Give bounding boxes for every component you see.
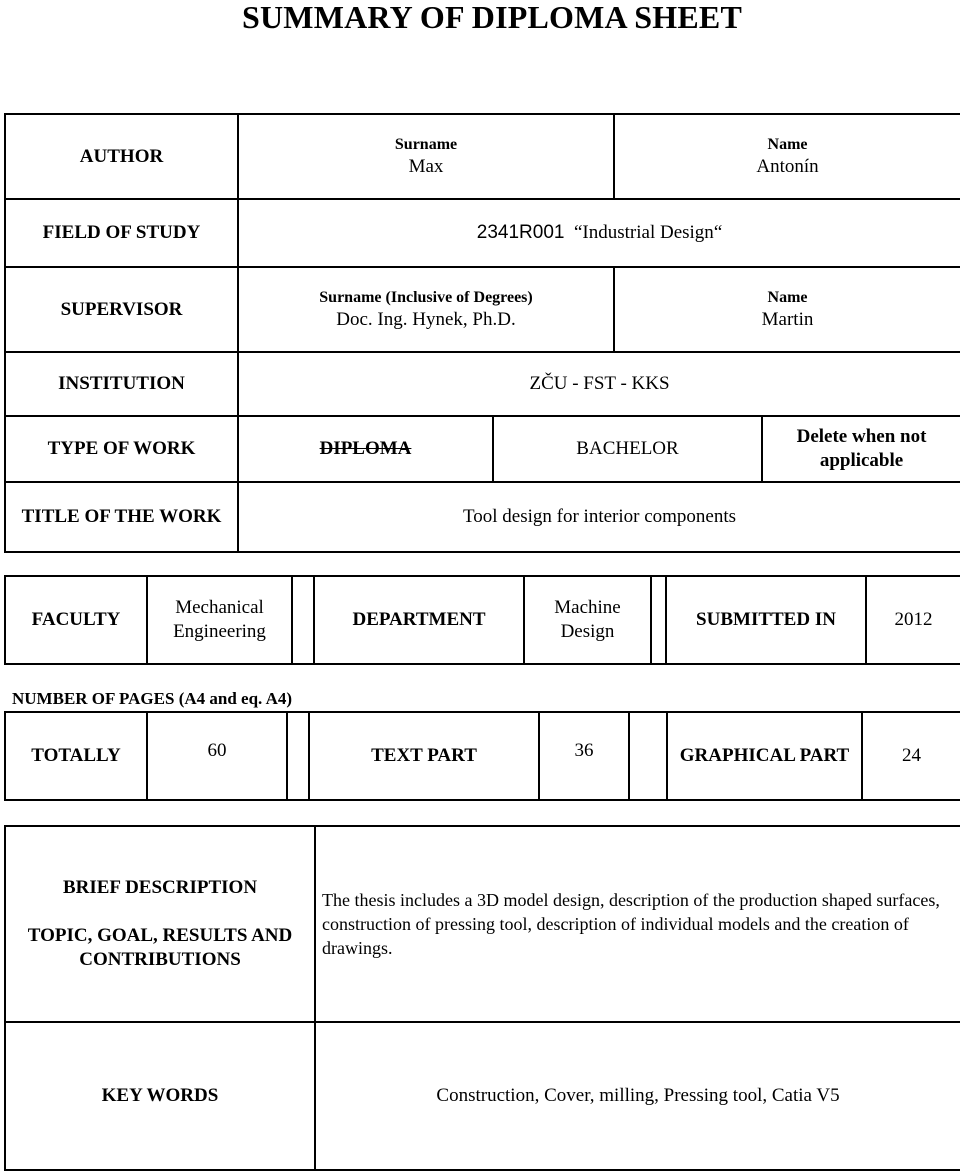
divider (651, 576, 666, 664)
info-table (4, 113, 960, 553)
pages-heading: NUMBER OF PAGES (A4 and eq. A4) (12, 689, 293, 708)
graphical-part-label: GRAPHICAL PART (667, 712, 862, 800)
department-value: Machine Design (524, 576, 651, 664)
work-title-label: TITLE OF THE WORK (5, 482, 238, 552)
supervisor-surname-cell (238, 267, 614, 352)
divider (629, 712, 667, 800)
author-row (5, 114, 960, 199)
institution-label: INSTITUTION (5, 352, 238, 416)
divider (292, 576, 314, 664)
institution-value: ZČU - FST - KKS (238, 352, 960, 416)
author-name-label: Name (767, 135, 808, 153)
description-text: The thesis includes a 3D model design, description of the production shaped surfaces, construction of pressing tool, description of individual models and the creation of drawings. (315, 826, 960, 1022)
field-code: 2341R001 (476, 222, 565, 243)
supervisor-label: SUPERVISOR (5, 267, 238, 352)
submitted-value: 2012 (866, 576, 960, 664)
faculty-label: FACULTY (5, 576, 147, 664)
description-table (4, 825, 960, 1171)
field-cell: 2341R001 “Industrial Design“ (238, 199, 960, 267)
work-type-bachelor: BACHELOR (493, 416, 762, 482)
institution-row (5, 352, 960, 416)
author-label: AUTHOR (5, 114, 238, 199)
keywords-label: KEY WORDS (5, 1022, 315, 1170)
faculty-value: Mechanical Engineering (147, 576, 292, 664)
author-name: Antonín (756, 155, 819, 177)
submitted-label: SUBMITTED IN (666, 576, 866, 664)
totally-value: 60 (147, 712, 287, 800)
work-type-row (5, 416, 960, 482)
author-surname: Max (408, 155, 444, 177)
description-label: BRIEF DESCRIPTION (62, 877, 258, 898)
pages-table (4, 711, 960, 801)
field-row (5, 199, 960, 267)
supervisor-name-label: Name (767, 288, 808, 306)
work-title-row (5, 482, 960, 552)
work-type-label: TYPE OF WORK (5, 416, 238, 482)
author-surname-cell (238, 114, 614, 199)
supervisor-row (5, 267, 960, 352)
supervisor-name-cell (614, 267, 960, 352)
page-title: SUMMARY OF DIPLOMA SHEET (242, 0, 742, 35)
faculty-table (4, 575, 960, 665)
description-label-cell (5, 826, 315, 1022)
graphical-part-value: 24 (862, 712, 960, 800)
work-type-diploma: DIPLOMA (238, 416, 493, 482)
text-part-value: 36 (539, 712, 629, 800)
work-title-value: Tool design for interior components (238, 482, 960, 552)
topic-label: TOPIC, GOAL, RESULTS AND CONTRIBUTIONS (27, 925, 293, 970)
totally-label: TOTALLY (5, 712, 147, 800)
divider (287, 712, 309, 800)
field-label: FIELD OF STUDY (5, 199, 238, 267)
keywords-value: Construction, Cover, milling, Pressing tool, Catia V5 (315, 1022, 960, 1170)
author-name-cell (614, 114, 960, 199)
work-type-note: Delete when not applicable (762, 416, 960, 482)
text-part-label: TEXT PART (309, 712, 539, 800)
supervisor-surname: Doc. Ing. Hynek, Ph.D. (336, 308, 516, 330)
supervisor-name: Martin (761, 308, 814, 330)
department-label: DEPARTMENT (314, 576, 524, 664)
author-surname-label: Surname (394, 135, 458, 153)
supervisor-surname-label: Surname (Inclusive of Degrees) (319, 288, 533, 306)
field-value: Industrial Design (582, 222, 714, 243)
